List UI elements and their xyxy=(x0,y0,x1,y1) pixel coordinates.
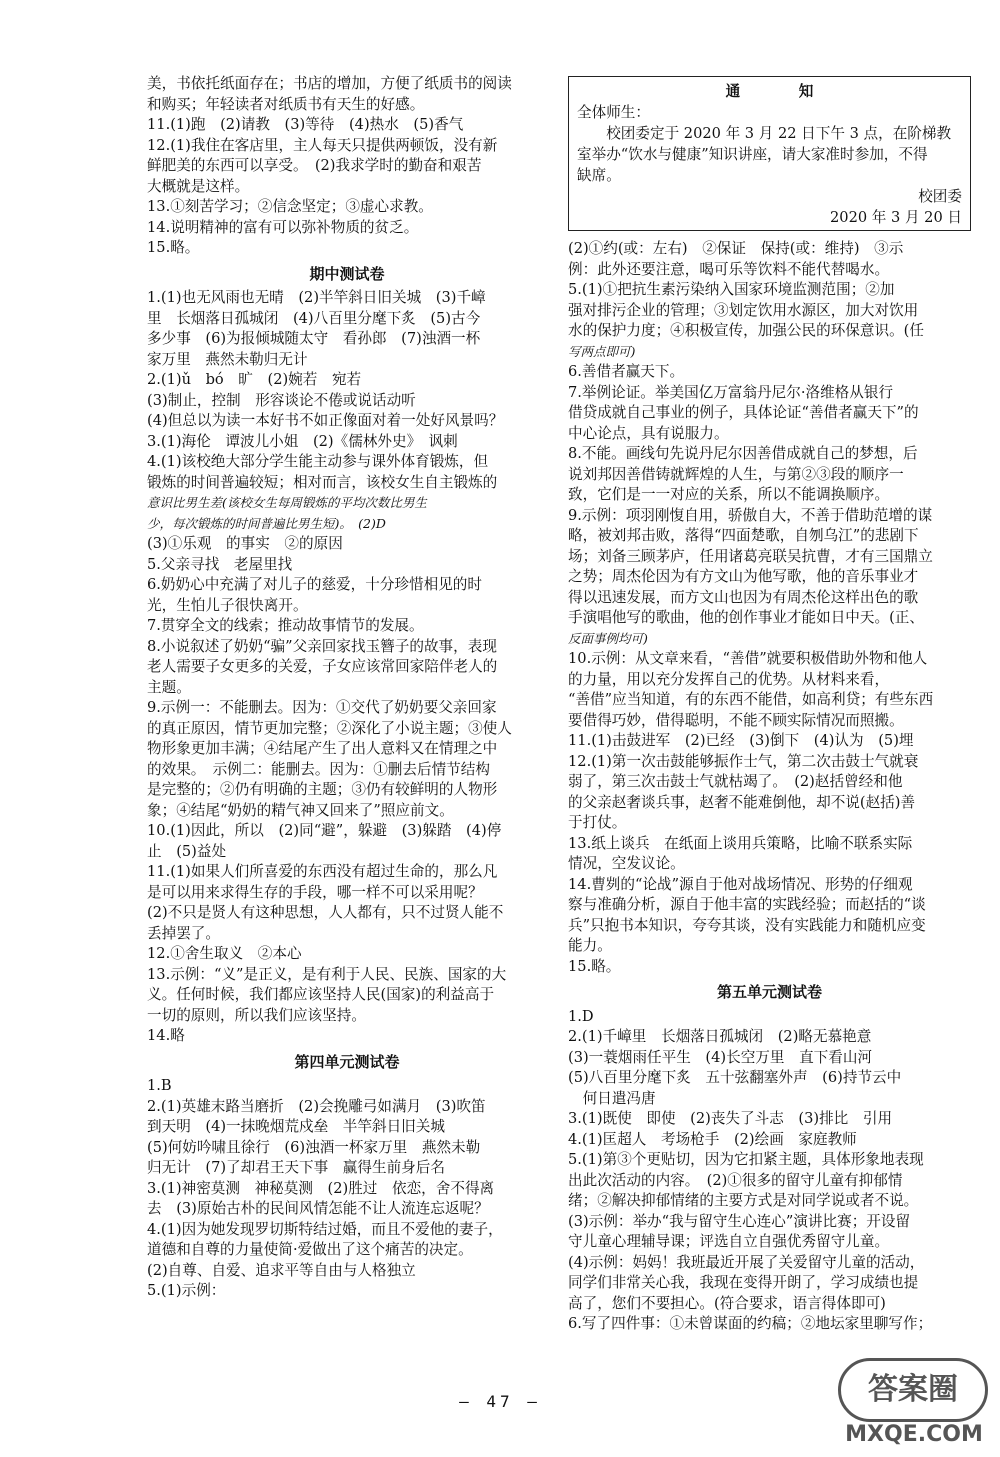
answer-line: 14.说明精神的富有可以弥补物质的贫乏。 xyxy=(147,218,419,236)
answer-line: 美，书依托纸面存在；书店的增加，方便了纸质书的阅读 xyxy=(147,75,512,92)
answer-line: 之势；周杰伦因为有方文山为他写歌，他的音乐事业才 xyxy=(568,568,919,585)
answer-line: (3)①乐观 的事实 ②的原因 xyxy=(147,535,343,552)
notice-body-line: 室举办“饮水与健康”知识讲座，请大家准时参加，不得 xyxy=(577,146,928,163)
answer-line: 物形象更加丰满；④结尾产生了出人意料又在情理之中 xyxy=(147,740,498,757)
answer-line: 止 (5)益处 xyxy=(147,842,227,860)
answer-line: 15.略。 xyxy=(568,957,621,975)
answer-line: 4.(1)因为她发现罗切斯特结过婚，而且不爱他的妻子， xyxy=(147,1220,503,1238)
answer-line: 的力量，用以充分发挥自己的优势。从材料来看， xyxy=(568,670,890,688)
answer-line: 借贷成就自己事业的例子，具体论证“善借者赢天下”的 xyxy=(568,404,919,421)
answer-line: 归无计 (7)了却君王天下事 赢得生前身后名 xyxy=(147,1159,445,1176)
answer-line: 察与准确分析，源自于他丰富的实践经验；而赵括的“谈 xyxy=(568,896,926,913)
answer-line: 大概就是这样。 xyxy=(147,177,250,195)
watermark-seal-icon: 答案圈 xyxy=(838,1358,988,1422)
answer-line: 去 (3)原始古朴的民间风情怎能不让人流连忘返呢？ xyxy=(147,1200,489,1217)
answer-line: 9.示例：项羽刚愎自用，骄傲自大，不善于借助范增的谋 xyxy=(568,506,933,524)
answer-line: (4)示例：妈妈！我班最近开展了关爱留守儿童的活动， xyxy=(568,1253,925,1271)
answer-line: 2.(1)ǔ bó 旷 (2)婉若 宛若 xyxy=(147,371,362,388)
answer-line: 2.(1)英雄末路当磨折 (2)会挽雕弓如满月 (3)吹笛 xyxy=(147,1097,486,1115)
answer-line: (4)但总以为读一本好书不如正像面对着一处好风景吗？ xyxy=(147,412,504,429)
answer-line: 少，每次锻炼的时间普遍比男生短)。 (2)D xyxy=(147,515,386,531)
answer-line: 一切的原则，所以我们应该坚持。 xyxy=(147,1006,366,1024)
section-heading: 第五单元测试卷 xyxy=(716,983,822,1001)
answer-line: 兵”只抱书本知识，夸夸其谈，没有实践能力和随机应变 xyxy=(568,916,926,934)
answer-line: 弱了，第三次击鼓士气就枯竭了。 (2)赵括曾经和他 xyxy=(568,773,903,790)
answer-line: 13.示例：“义”是正义，是有利于人民、民族、国家的大 xyxy=(147,965,507,983)
answer-line: (5)八百里分麾下炙 五十弦翻塞外声 (6)持节云中 xyxy=(568,1069,902,1086)
answer-line: (5)何妨吟啸且徐行 (6)浊酒一杯家万里 燕然未勒 xyxy=(147,1138,481,1156)
watermark-site: MXQE.COM xyxy=(845,1422,983,1447)
page-number: — 47 — xyxy=(459,1392,541,1411)
notice-box xyxy=(568,76,971,231)
answer-line: 5.(1)第③个更贴切，因为它扣紧主题，具体形象地表现 xyxy=(568,1151,924,1168)
answer-line: 老人需要子女更多的关爱，子女应该常回家陪伴老人的 xyxy=(147,658,498,675)
answer-line: 锻炼的时间普遍较短；相对而言，该校女生自主锻炼的 xyxy=(147,473,498,491)
answer-line: 家万里 燕然未勒归无计 xyxy=(147,350,308,368)
answer-line: 例：此外还要注意，喝可乐等饮料不能代替喝水。 xyxy=(568,260,890,278)
answer-line: 8.小说叙述了奶奶“骗”父亲回家找玉簪子的故事，表现 xyxy=(147,637,497,655)
answer-line: 1.(1)也无风雨也无晴 (2)半竿斜日旧关城 (3)千嶂 xyxy=(147,289,486,306)
answer-line: 同学们非常关心我，我现在变得开朗了，学习成绩也提 xyxy=(568,1274,919,1291)
answer-line: 5.父亲寻找 老屋里找 xyxy=(147,555,293,573)
answer-line: 要借得巧妙，借得聪明，不能不顾实际情况而照搬。 xyxy=(568,711,904,729)
answer-line: 出此次活动的内容。 (2)①很多的留守儿童有抑郁情 xyxy=(568,1171,903,1189)
notice-body xyxy=(577,123,962,186)
answer-line: 13.①刻苦学习；②信念坚定；③虚心求教。 xyxy=(147,198,433,215)
answer-line: 到天明 (4)一抹晚烟荒戍垒 半竿斜日旧关城 xyxy=(147,1118,445,1135)
answer-line: 是可以用来求得生存的手段，哪一样不可以采用呢？ xyxy=(147,883,483,901)
answer-line: 的效果。 示例二：能删去。因为：①删去后情节结构 xyxy=(147,760,490,778)
answer-line: 意识比男生差(该校女生每周锻炼的平均次数比男生 xyxy=(147,495,427,510)
answer-line: 11.(1)击鼓进军 (2)已经 (3)倒下 (4)认为 (5)埋 xyxy=(568,732,914,749)
answer-line: 12.(1)我住在客店里，主人每天只提供两顿饭，没有新 xyxy=(147,136,498,154)
answer-line: 3.(1)既使 即使 (2)丧失了斗志 (3)排比 引用 xyxy=(568,1110,893,1127)
answer-line: 3.(1)海伦 谭波儿小姐 (2)《儒林外史》 讽刺 xyxy=(147,432,458,450)
answer-line: 主题。 xyxy=(147,678,191,696)
answer-line: 11.(1)如果人们所喜爱的东西没有超过生命的，那么凡 xyxy=(147,863,498,880)
answer-line: 10.示例：从文章来看，“善借”就要积极借助外物和他人 xyxy=(568,650,928,667)
answer-line: 略，被刘邦击败，落得“四面楚歌，自刎乌江”的悲剧下 xyxy=(568,527,919,544)
answer-line: 致，它们是一一对应的关系，所以不能调换顺序。 xyxy=(568,486,890,503)
answer-line: 6.写了四件事：①未曾谋面的约稿；②地坛家里聊写作； xyxy=(568,1315,933,1332)
answer-line: 4.(1)匡超人 考场枪手 (2)绘画 家庭教师 xyxy=(568,1130,857,1148)
answer-line: 强对排污企业的管理；③划定饮用水源区，加大对饮用 xyxy=(568,301,919,319)
answer-line: 12.①舍生取义 ②本心 xyxy=(147,945,302,962)
answer-line: “善借”应当知道，有的东西不能借，如高利贷；有些东西 xyxy=(568,691,934,708)
answer-line: 得以迅速发展，而方文山也因为有周杰伦这样出色的歌 xyxy=(568,588,919,606)
answer-line: 反面事例均可) xyxy=(568,630,648,646)
answer-line: 光，生怕儿子很快离开。 xyxy=(147,596,308,614)
answer-line: 14.曹刿的“论战”源自于他对战场情况、形势的仔细观 xyxy=(568,875,913,893)
answer-line: 鲜肥美的东西可以享受。 (2)我求学时的勤奋和艰苦 xyxy=(147,157,482,174)
answer-line: (2)不只是贤人有这种思想，人人都有，只不过贤人能不 xyxy=(147,904,504,921)
answer-line: 何日遣冯唐 xyxy=(568,1089,656,1107)
answer-line: 多少事 (6)为报倾城随太守 看孙郎 (7)浊酒一杯 xyxy=(147,330,481,347)
answer-line: 12.(1)第一次击鼓能够振作士气，第二次击鼓士气就衰 xyxy=(568,752,919,770)
notice-body-line: 校团委定于 2020 年 3 月 22 日下午 3 点，在阶梯教 xyxy=(577,125,952,142)
section-heading: 期中测试卷 xyxy=(309,264,385,283)
answer-line: (3)示例：举办“我与留守生心连心”演讲比赛；开设留 xyxy=(568,1212,911,1230)
answer-line: 15.略。 xyxy=(147,239,200,256)
answer-line: 6.奶奶心中充满了对儿子的慈爱，十分珍惜相见的时 xyxy=(147,576,482,593)
notice-body-line: 缺席。 xyxy=(577,167,621,184)
answer-line: 的父亲赵奢谈兵事，赵奢不能难倒他，却不说(赵括)善 xyxy=(568,793,916,811)
answer-line: (2)①约(或：左右) ②保证 保持(或：维持) ③示 xyxy=(568,240,904,257)
answer-line: 手演唱他写的歌曲，他的创作事业才能如日中天。(正、 xyxy=(568,609,924,626)
answer-line: 7.贯穿全文的线索；推动故事情节的发展。 xyxy=(147,617,424,634)
answer-line: 5.(1)①把抗生素污染纳入国家环境监测范围；②加 xyxy=(568,281,895,298)
answer-line: 能力。 xyxy=(568,937,612,954)
answer-line: 场；刘备三顾茅庐，任用诸葛亮联吴抗曹，才有三国鼎立 xyxy=(568,547,933,565)
answer-line: 11.(1)跑 (2)请教 (3)等待 (4)热水 (5)香气 xyxy=(147,116,464,133)
answer-line: 3.(1)神密莫测 神秘莫测 (2)胜过 依恋，舍不得离 xyxy=(147,1179,495,1197)
answer-line: 13.纸上谈兵 在纸面上谈用兵策略，比喻不联系实际 xyxy=(568,834,913,852)
answer-line: (3)制止，控制 形容谈论不倦或说话动听 xyxy=(147,391,416,409)
answer-line: 义。任何时候，我们都应该坚持人民(国家)的利益高于 xyxy=(147,986,495,1003)
answer-line: (3)一蓑烟雨任平生 (4)长空万里 直下看山河 xyxy=(568,1048,873,1066)
answer-line: 14.略 xyxy=(147,1027,185,1044)
answer-line: 道德和自尊的力量使简·爱做出了这个痛苦的决定。 xyxy=(147,1241,473,1258)
answer-line: 1.B xyxy=(147,1077,172,1094)
answer-line: 象；④结尾“奶奶的精气神又回来了”照应前文。 xyxy=(147,801,454,819)
answer-line: 守儿童心理辅导课；评选自立自强优秀留守儿童。 xyxy=(568,1233,890,1250)
answer-line: 9.示例一：不能删去。因为：①交代了奶奶要父亲回家 xyxy=(147,699,497,716)
notice-date: 2020 年 3 月 20 日 xyxy=(830,209,962,226)
answer-line: 于打仗。 xyxy=(568,814,627,831)
answer-line: 写两点即可) xyxy=(568,343,636,359)
answer-line: 4.(1)该校绝大部分学生能主动参与课外体育锻炼，但 xyxy=(147,453,489,470)
answer-line: 情况，空发议论。 xyxy=(568,855,685,872)
answer-line: 8.不能。画线句先说丹尼尔因善借成就自己的梦想，后 xyxy=(568,445,918,462)
right-column xyxy=(568,74,971,1335)
answer-line: 6.善借者赢天下。 xyxy=(568,363,685,380)
answer-line: 7.举例论证。举美国亿万富翁丹尼尔·洛维格从银行 xyxy=(568,383,894,401)
answer-line: (2)自尊、自爱、追求平等自由与人格独立 xyxy=(147,1261,416,1279)
answer-line: 5.(1)示例： xyxy=(147,1282,226,1299)
answer-line: 绪；②解决抑郁情绪的主要方式是对同学说或者不说。 xyxy=(568,1192,919,1209)
left-column xyxy=(147,74,547,1302)
watermark-logo xyxy=(834,1358,994,1450)
answer-line: 10.(1)因此，所以 (2)同“避”，躲避 (3)躲踏 (4)停 xyxy=(147,822,502,839)
answer-line: 说刘邦因善借铸就辉煌的人生，与第②③段的顺序一 xyxy=(568,465,904,483)
answer-line: 2.(1)千嶂里 长烟落日孤城闭 (2)略无慕艳意 xyxy=(568,1028,872,1045)
answer-line: 中心论点，具有说服力。 xyxy=(568,424,729,442)
notice-sender: 校团委 xyxy=(918,188,962,205)
answer-line: 水的保护力度；④积极宣传，加强公民的环保意识。(任 xyxy=(568,322,924,339)
answer-line: 高了，您们不要担心。(符合要求，语言得体即可) xyxy=(568,1294,886,1312)
right-answers xyxy=(568,239,971,1335)
answer-line: 的真正原因，情节更加完整；②深化了小说主题；③使人 xyxy=(147,719,512,737)
notice-salutation: 全体师生： xyxy=(577,104,650,121)
notice-title: 通 知 xyxy=(725,83,836,100)
answer-line: 是完整的；②仍有明确的主题；③仍有较鲜明的人物形 xyxy=(147,781,498,798)
answer-line: 里 长烟落日孤城闭 (4)八百里分麾下炙 (5)古今 xyxy=(147,309,481,327)
answer-line: 1.D xyxy=(568,1007,594,1025)
answer-line: 丢掉罢了。 xyxy=(147,924,220,942)
answer-line: 和购买；年轻读者对纸质书有天生的好感。 xyxy=(147,95,425,113)
section-heading: 第四单元测试卷 xyxy=(294,1052,400,1071)
